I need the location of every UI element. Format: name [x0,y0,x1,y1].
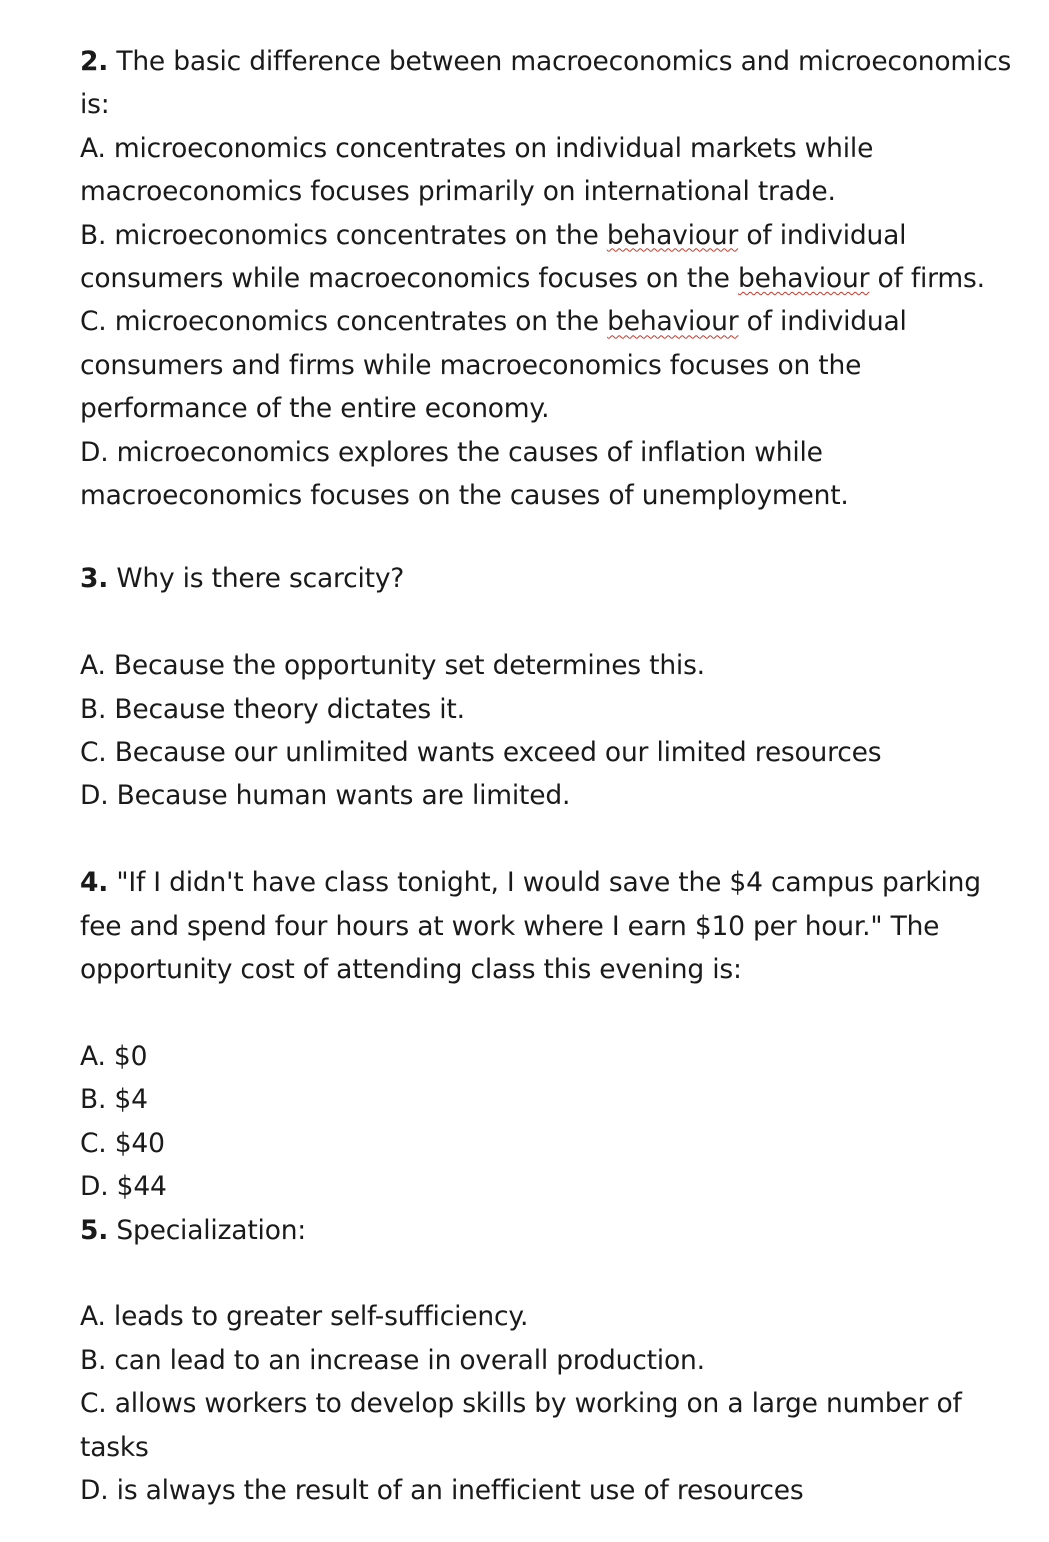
option-d-continued: macroeconomics focuses on the causes of unemployment. [80,480,849,512]
option-d: D. microeconomics explores the causes of inflation while [80,436,823,468]
question-number: 4. [80,867,109,899]
option-d: D. Because human wants are limited. [80,780,571,812]
option-a: A. leads to greater self-sufficiency. [80,1301,529,1333]
option-c-continued: tasks [80,1431,149,1463]
question-text: Why is there scarcity? [116,563,405,595]
option-b: B. $4 [80,1084,148,1116]
option-c-continued: consumers and firms while macroeconomics focuses on the [80,349,862,381]
option-d: D. $44 [80,1171,167,1203]
spacer [80,601,1010,644]
question-2-stem [80,40,1010,83]
question-text-continued: opportunity cost of attending class this evening is: [80,954,742,986]
document-page [80,40,1010,1512]
question-2 [80,40,1010,517]
spacer [80,1252,1010,1295]
question-number: 2. [80,46,109,77]
question-5 [80,1209,1010,1513]
question-4 [80,861,1010,1208]
option-a: A. microeconomics concentrates on individual markets while [80,132,874,164]
question-3 [80,557,1010,817]
spellcheck-word[interactable]: behaviour [606,219,739,251]
option-text: of individual [738,306,907,338]
question-text: Specialization: [116,1214,307,1246]
option-a: A. Because the opportunity set determines this. [80,650,705,682]
spellcheck-word[interactable]: behaviour [607,306,739,338]
option-text: consumers while macroeconomics focuses on the [80,263,738,295]
option-b: B. can lead to an increase in overall production. [80,1344,705,1376]
question-text: "If I didn't have class tonight, I would save the $4 campus parking [116,867,981,899]
question-3-stem [80,557,1010,600]
question-text-continued: is: [80,89,110,121]
option-b [80,214,1010,257]
spellcheck-word[interactable]: behaviour [737,263,870,295]
option-b: B. Because theory dictates it. [80,693,465,725]
question-5-stem [80,1209,1010,1252]
spacer [80,818,1010,861]
option-a-continued: macroeconomics focuses primarily on international trade. [80,176,836,208]
option-text: C. microeconomics concentrates on the [80,306,608,338]
option-c: C. allows workers to develop skills by working on a large number of [80,1388,962,1420]
option-b-continued [80,257,1010,300]
question-text-continued: fee and spend four hours at work where I earn $10 per hour." The [80,910,940,942]
question-number: 5. [80,1214,109,1246]
option-c-continued: performance of the entire economy. [80,393,550,425]
option-text: of firms. [869,263,985,295]
option-c [80,300,1010,343]
question-4-stem [80,861,1010,904]
option-c: C. $40 [80,1127,165,1159]
option-c: C. Because our unlimited wants exceed our limited resources [80,737,882,769]
question-text: The basic difference between macroeconomics and microeconomics [116,46,1012,77]
option-d: D. is always the result of an inefficient use of resources [80,1474,804,1506]
option-a: A. $0 [80,1040,148,1072]
question-number: 3. [80,563,109,595]
spacer [80,517,1010,557]
option-text: B. microeconomics concentrates on the [80,219,607,251]
option-text: of individual [738,219,907,251]
spacer [80,992,1010,1035]
